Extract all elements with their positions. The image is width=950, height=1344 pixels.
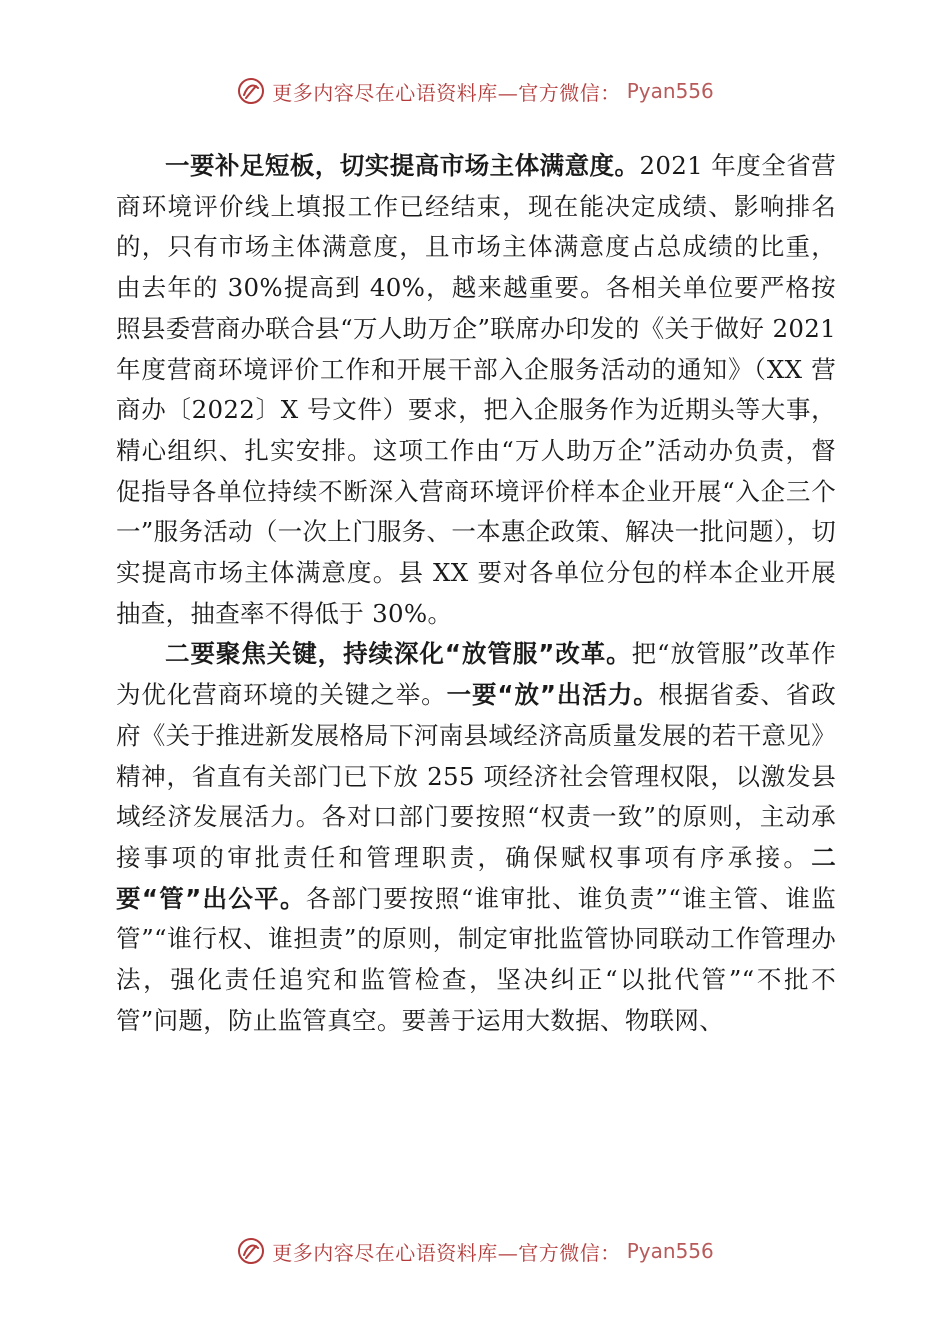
- paragraph-2-text-a: 把“放管服”改革作为优化营商环境的关键之举。: [116, 639, 836, 710]
- signature-logo-icon: [236, 1236, 266, 1266]
- paragraph-2-heading: 二要聚焦关键，持续深化“放管服”改革。: [165, 639, 632, 669]
- paragraph-2-text-b: 根据省委、省政府《关于推进新发展格局下河南县域经济高质量发展的若干意见》精神，省直有关部门已下放 255 项经济社会管理权限，以激发县域经济发展活力。各对口部门要按照“权责一致”的原则，主动承接事项的审批责任和管理职责，确保赋权事项有序承接。: [116, 680, 836, 872]
- footer-watermark: [0, 1236, 950, 1266]
- paragraph-1: [116, 146, 836, 634]
- signature-logo-icon: [236, 76, 266, 106]
- paragraph-2-subheading-1: 一要“放”出活力。: [446, 680, 659, 710]
- paragraph-2: [116, 634, 836, 1041]
- watermark-text: 更多内容尽在心语资料库—官方微信：: [272, 80, 621, 105]
- watermark-wechat-id: Pyan556: [626, 79, 714, 103]
- watermark-wechat-id: Pyan556: [626, 1239, 714, 1263]
- paragraph-1-text: 2021 年度全省营商环境评价线上填报工作已经结束，现在能决定成绩、影响排名的，只有市场主体满意度，且市场主体满意度占总成绩的比重， 由去年的 30%提高到 40%，越来越重要。各相关单位要严格按照县委营商办联合县“万人助万企”联席办印发的《关于做好 2021 年度营商环境评价工作和开展干部入企服务活动的通知》（XX 营商办〔2022〕X 号文件）要求，把入企服务作为近期头等大事，精心组织、扎实安排。这项工作由“万人助万企”活动办负责，督促指导各单位持续不断深入营商环境评价样本企业开展“入企三个一”服务活动（一次上门服务、一本惠企政策、解决一批问题），切实提高市场主体满意度。县 XX 要对各单位分包的样本企业开展抽查，抽查率不得低于 30%。: [116, 151, 837, 628]
- watermark-text: 更多内容尽在心语资料库—官方微信：: [272, 1240, 621, 1265]
- paragraph-1-heading: 一要补足短板，切实提高市场主体满意度。: [165, 151, 640, 180]
- paragraph-2-text-c: 各部门要按照“谁审批、谁负责”“谁主管、谁监管”“谁行权、谁担责”的原则，制定审批监管协同联动工作管理办法，强化责任追究和监管检查，坚决纠正“以批代管”“不批不管”问题，防止监管真空。要善于运用大数据、物联网、: [116, 883, 836, 1035]
- paragraph-2-subheading-2: 二要“管”出公平。: [116, 842, 836, 913]
- document-body: [116, 146, 836, 1041]
- header-watermark: [0, 76, 950, 106]
